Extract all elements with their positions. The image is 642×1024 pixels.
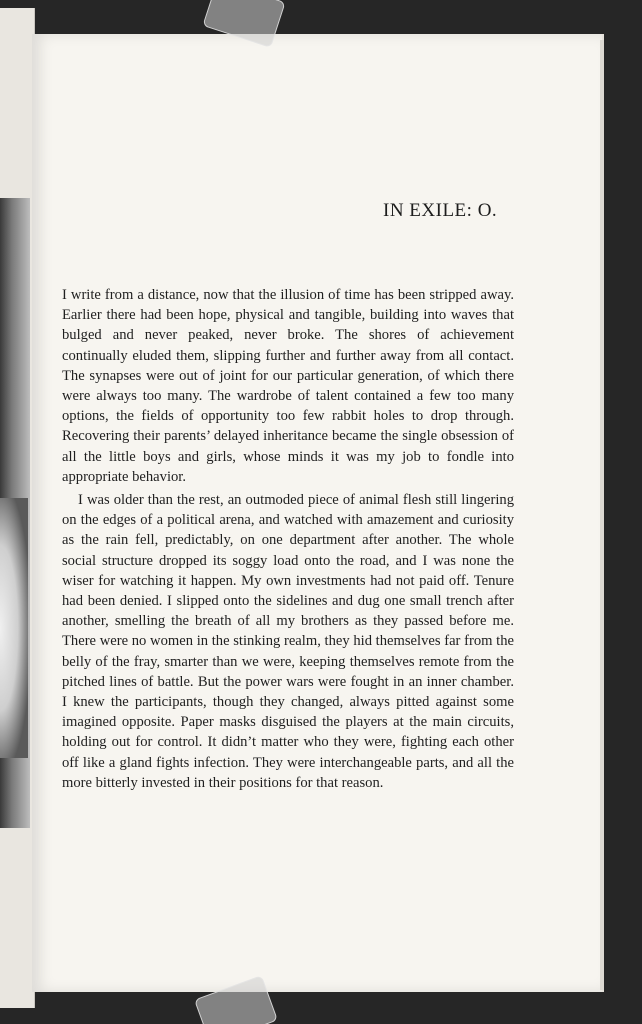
body-text <box>62 285 514 793</box>
facing-page <box>0 8 35 1008</box>
page-edge <box>600 40 604 990</box>
portrait-face-image <box>0 498 28 758</box>
paragraph-1: I write from a distance, now that the illusion of time has been stripped away. Earlier there had been hope, physical and tangible, building into waves that bulged and never peaked, never broke. The shores of achievement continually eluded them, slipping further and further away from all contact. The synapses were out of joint for our particular generation, of which there were always too many. The wardrobe of talent contained a few too many options, the fields of opportunity too few rabbit holes to drop through. Recovering their parents’ delayed inheritance became the single obsession of all the little boys and girls, whose minds it was my job to fondle into appropriate behavior. <box>62 287 514 485</box>
paragraph-2: I was older than the rest, an outmoded piece of animal flesh still lingering on the edges of a political arena, and watched with amazement and curiosity as the rain fell, predictably, on one department after another. The whole social structure dropped its soggy load onto the road, and I was none the wiser for watching it happen. My own investments had not paid off. Tenure had been denied. I slipped onto the sidelines and dug one small trench after another, smelling the breath of all my brothers as they passed before me. There were no women in the stinking realm, they hid themselves far from the belly of the fray, smarter than we were, keeping themselves remote from the pitched lines of battle. But the power wars were fought in an inner chamber. I knew the participants, though they changed, always pitted against some imagined opposite. Paper masks disguised the players at the main circuits, holding out for control. It didn’t matter who they were, fighting each other off like a gland fights infection. They were interchangeable parts, and all the more bitterly invested in their positions for that reason. <box>62 492 514 791</box>
chapter-title: IN EXILE: O. <box>383 200 498 221</box>
facing-page-photograph <box>0 198 30 828</box>
